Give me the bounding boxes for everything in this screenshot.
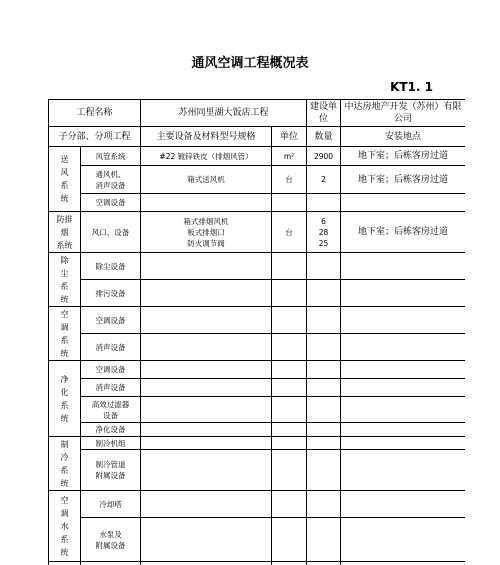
category-water: 空调水系统	[49, 491, 81, 562]
table-row	[49, 437, 466, 450]
builder-value: 中达房地产开发（苏州）有限公司	[341, 100, 465, 127]
table-row	[49, 194, 466, 212]
category-cooling: 制冷系统	[49, 437, 81, 491]
category-smoke: 防排 烟 系统	[49, 212, 81, 253]
table-row	[49, 518, 466, 562]
unit-cell: m²	[272, 147, 307, 166]
category-clean: 净化系统	[49, 361, 81, 437]
equipment-cell: 箱式排烟风机 板式排烟口 防火调节阀	[141, 212, 272, 253]
equipment-cell	[141, 194, 272, 212]
item-cell: 风管系统	[81, 147, 141, 166]
table-row	[49, 450, 466, 491]
quantity-cell: 6 28 25	[307, 212, 341, 253]
location-cell	[341, 194, 465, 212]
table-row	[49, 280, 466, 307]
col-equipment: 主要设备及材料型号规格	[141, 127, 272, 147]
item-cell: 高效过滤器 设备	[81, 397, 141, 423]
unit-cell: 台	[272, 212, 307, 253]
category-ac: 空调系统	[49, 307, 81, 361]
item-cell: 排污设备	[81, 280, 141, 307]
overview-table-container	[48, 99, 465, 565]
quantity-cell: 2	[307, 166, 341, 194]
table-row	[49, 397, 466, 423]
col-quantity: 数量	[307, 127, 341, 147]
table-row	[49, 379, 466, 397]
item-cell: 冷却塔	[81, 491, 141, 518]
table-row	[49, 147, 466, 166]
builder-label: 建设单位	[307, 100, 341, 127]
location-cell: 地下室；后栋客房过道	[341, 212, 465, 253]
item-cell: 空调设备	[81, 307, 141, 334]
item-cell: 制冷管道 附属设备	[81, 450, 141, 491]
equipment-cell: 箱式送风机	[141, 166, 272, 194]
col-location: 安装地点	[341, 127, 465, 147]
item-cell: 消声设备	[81, 334, 141, 361]
item-cell: 消声设备	[81, 379, 141, 397]
category-dust: 除尘系统	[49, 253, 81, 307]
table-row	[49, 334, 466, 361]
category-supply: 送风系统	[49, 147, 81, 212]
location-cell: 地下室；后栋客房过道	[341, 166, 465, 194]
unit-cell: 台	[272, 166, 307, 194]
column-header-row	[49, 127, 466, 147]
table-row	[49, 253, 466, 280]
location-cell: 地下室；后栋客房过道	[341, 147, 465, 166]
table-row	[49, 562, 466, 565]
project-name-value: 苏州同里湖大饭店工程	[141, 100, 307, 127]
item-cell: 制冷机组	[81, 437, 141, 450]
item-cell: 风口、设备	[81, 212, 141, 253]
equipment-cell: #22 镀锌铁皮（排烟风管）	[141, 147, 272, 166]
table-row	[49, 491, 466, 518]
col-unit: 单位	[272, 127, 307, 147]
quantity-cell: 2900	[307, 147, 341, 166]
overview-table	[48, 99, 465, 565]
table-row	[49, 423, 466, 437]
table-row	[49, 307, 466, 334]
col-section: 子分部、分项工程	[49, 127, 141, 147]
item-cell: 净化设备	[81, 423, 141, 437]
item-cell: 水泵及 附属设备	[81, 518, 141, 562]
project-name-label: 工程名称	[49, 100, 141, 127]
unit-cell	[272, 194, 307, 212]
item-cell: 空调设备	[81, 194, 141, 212]
page-title: 通风空调工程概况表	[191, 56, 309, 71]
quantity-cell	[307, 194, 341, 212]
item-cell: 除尘设备	[81, 253, 141, 280]
table-row	[49, 212, 466, 253]
table-row	[49, 166, 466, 194]
item-cell: 通风机、 消声设备	[81, 166, 141, 194]
item-cell: 空调设备	[81, 361, 141, 379]
project-row	[49, 100, 466, 127]
form-code: KT1. 1	[390, 80, 433, 94]
table-row	[49, 361, 466, 379]
